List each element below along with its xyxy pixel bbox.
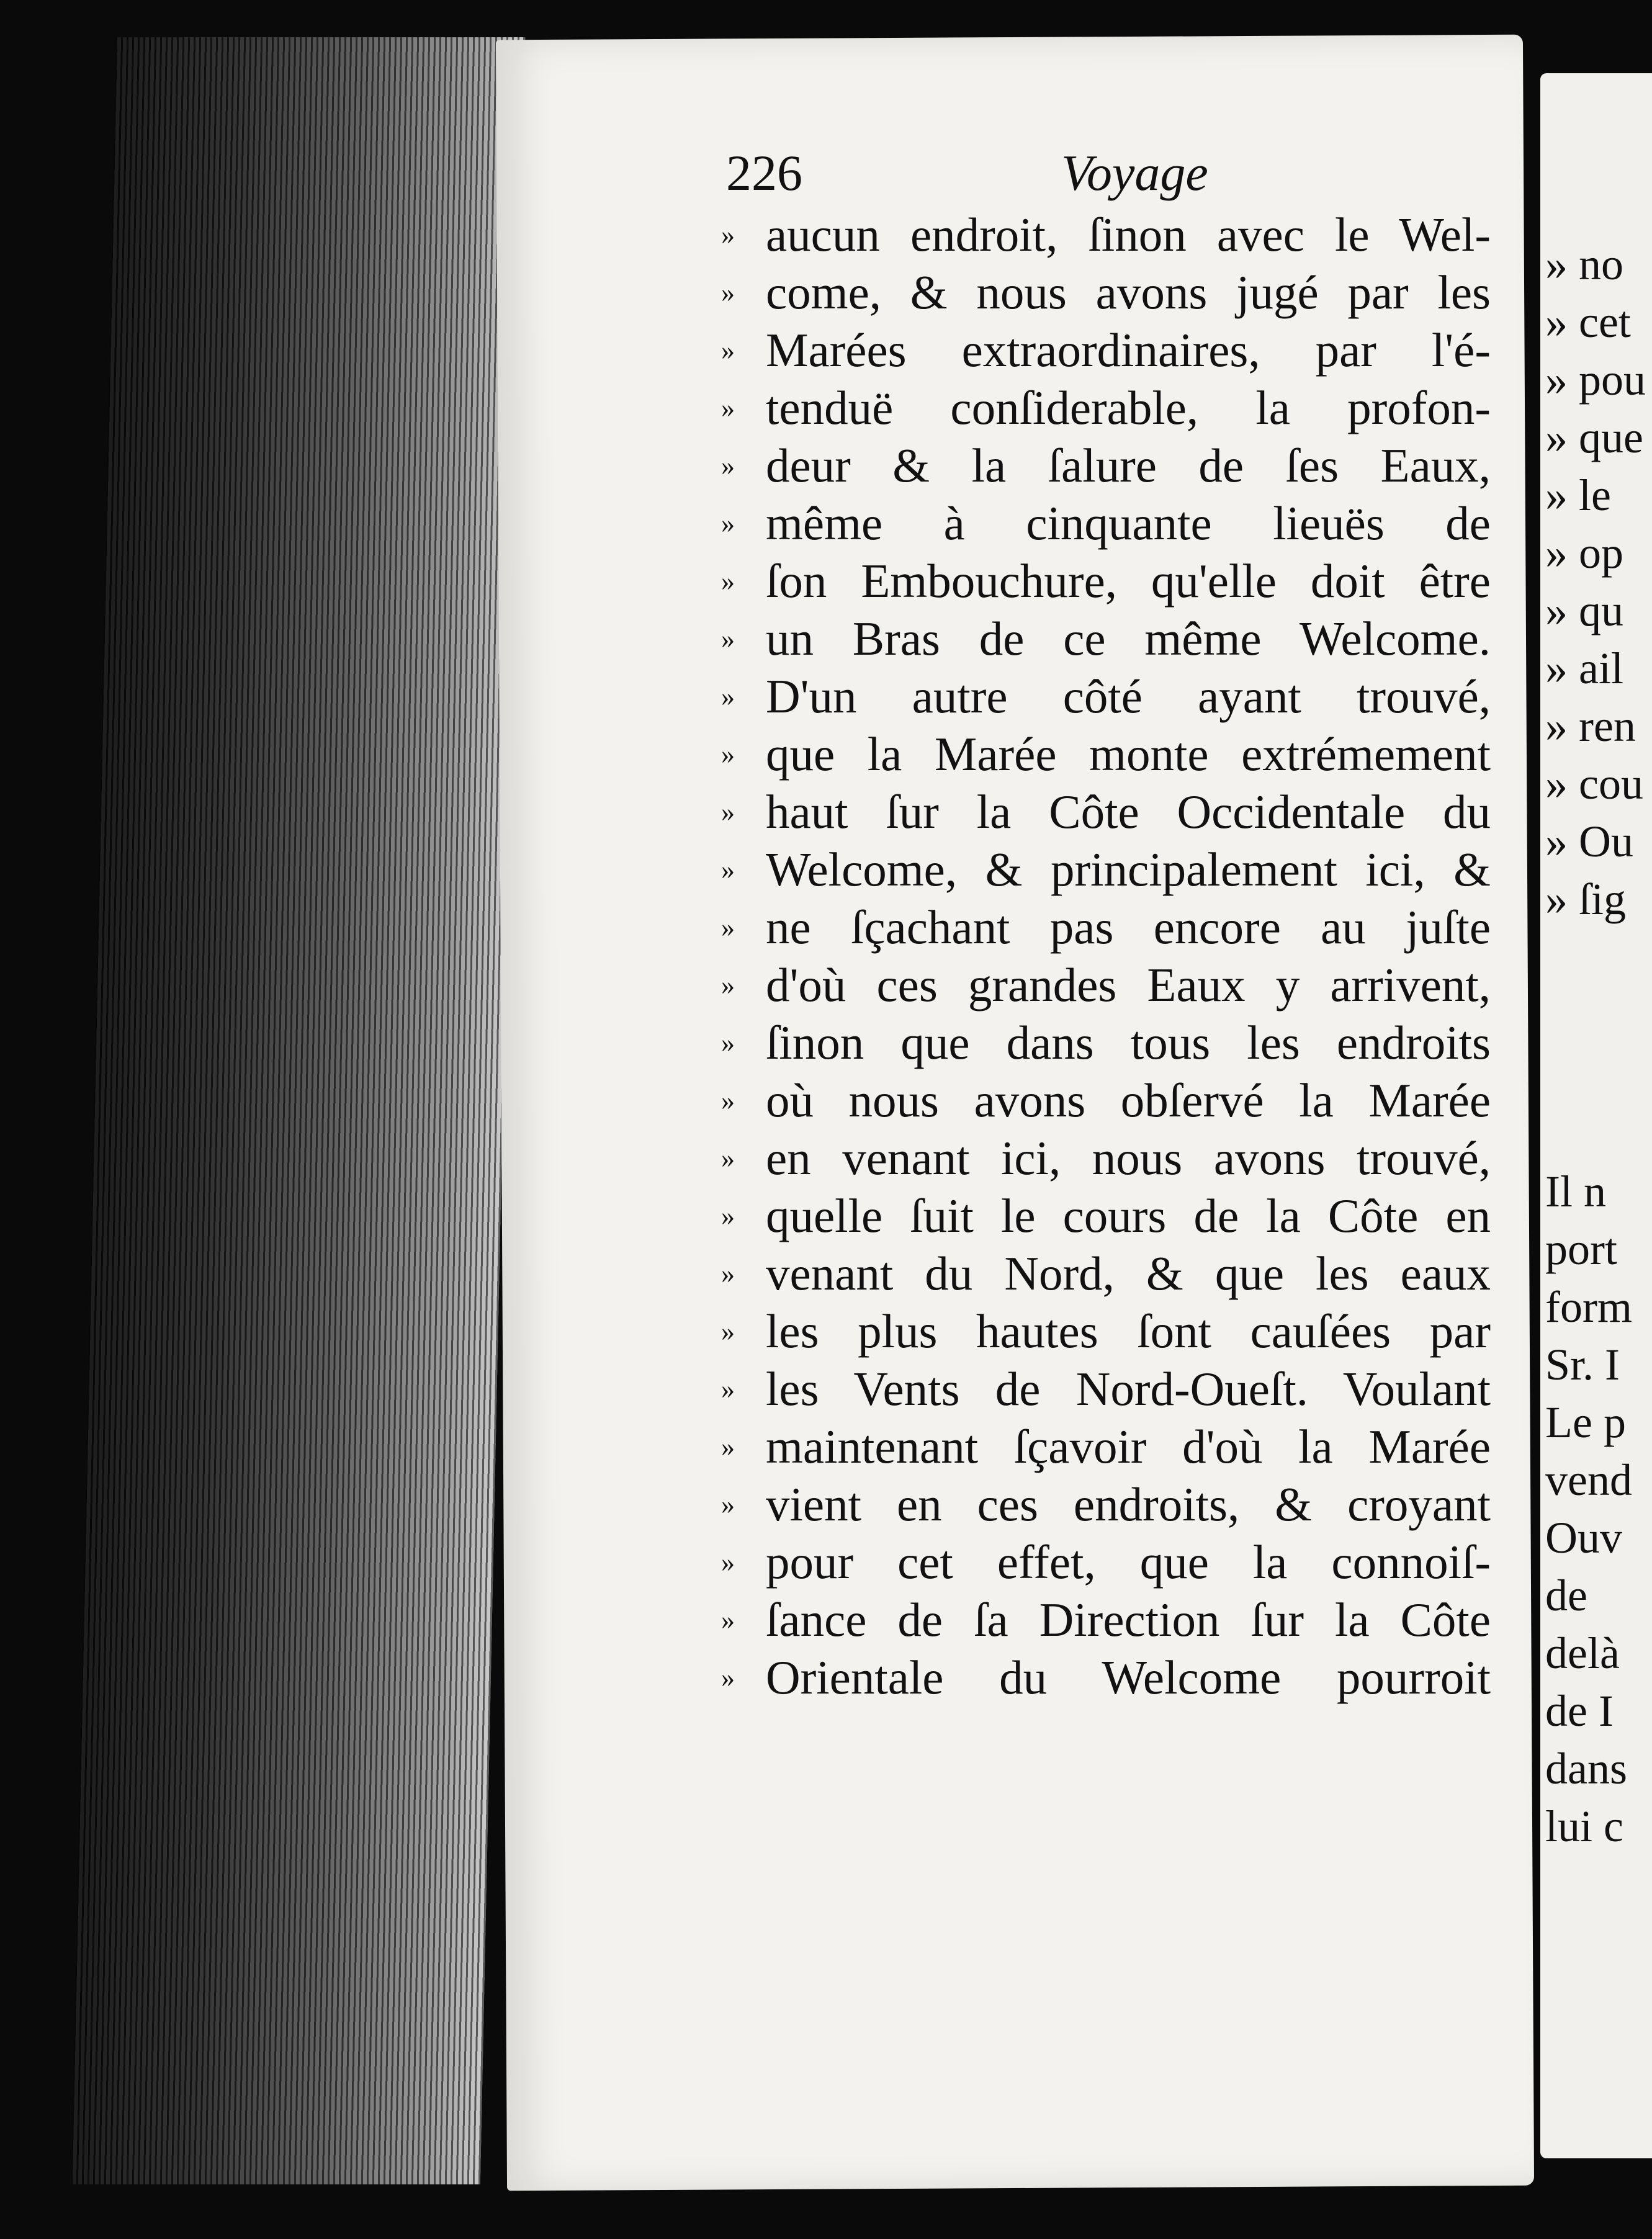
- quote-mark: »: [721, 220, 735, 250]
- text-line: [721, 610, 1491, 668]
- facing-page-line: delà: [1545, 1628, 1620, 1678]
- facing-page-line: » Ou: [1545, 817, 1633, 866]
- facing-page-block-1: [1540, 236, 1646, 928]
- quote-mark: »: [721, 739, 735, 770]
- quote-mark: »: [721, 1605, 735, 1635]
- text-line-content: D'un autre côté ayant trouvé,: [766, 670, 1491, 723]
- facing-page-line: Le p: [1545, 1398, 1626, 1447]
- page-header: [726, 144, 1216, 206]
- facing-page-line: vend: [1545, 1455, 1632, 1505]
- quote-mark: »: [721, 1432, 735, 1462]
- quote-mark: »: [721, 508, 735, 539]
- facing-page-line: » op: [1545, 528, 1623, 578]
- quote-mark: »: [721, 855, 735, 885]
- text-line-content: un Bras de ce même Welcome.: [766, 612, 1491, 665]
- text-line-content: Orientale du Welcome pourroit: [766, 1651, 1491, 1704]
- text-line-content: tenduë conſiderable, la profon-: [766, 381, 1491, 434]
- text-line: [721, 1014, 1491, 1072]
- text-line-content: les Vents de Nord-Oueſt. Voulant: [766, 1362, 1491, 1416]
- text-line: [721, 725, 1491, 783]
- text-line: [721, 1129, 1491, 1187]
- text-line: [721, 379, 1491, 437]
- text-line-content: ne ſçachant pas encore au juſte: [766, 900, 1491, 954]
- quote-mark: »: [721, 1085, 735, 1116]
- quote-mark: »: [721, 681, 735, 712]
- facing-page-line: lui c: [1545, 1802, 1623, 1851]
- facing-page-line: » que: [1545, 413, 1643, 462]
- text-line-content: venant du Nord, & que les eaux: [766, 1247, 1491, 1300]
- facing-page-line: » ail: [1545, 644, 1623, 693]
- text-line: [721, 1072, 1491, 1129]
- quote-mark: »: [721, 624, 735, 654]
- facing-page-line: » ſig: [1545, 874, 1627, 924]
- facing-page-line: Il n: [1545, 1167, 1606, 1216]
- facing-page-line: form: [1545, 1282, 1632, 1332]
- body-text: [721, 206, 1491, 1707]
- text-line-content: ſon Embouchure, qu'elle doit être: [766, 554, 1491, 608]
- quote-mark: »: [721, 1028, 735, 1058]
- text-line-content: vient en ces endroits, & croyant: [766, 1478, 1491, 1531]
- quote-mark: »: [721, 1547, 735, 1577]
- text-line-content: d'où ces grandes Eaux y arrivent,: [766, 958, 1491, 1012]
- text-line: [721, 1360, 1491, 1418]
- text-line-content: haut ſur la Côte Occidentale du: [766, 785, 1491, 838]
- text-line: [721, 899, 1491, 956]
- facing-page-line: port: [1545, 1224, 1617, 1274]
- text-line: [721, 1187, 1491, 1245]
- quote-mark: »: [721, 1374, 735, 1404]
- facing-page-line: » no: [1545, 240, 1623, 289]
- text-line-content: même à cinquante lieuës de: [766, 496, 1491, 550]
- facing-page-line: dans: [1545, 1744, 1627, 1793]
- text-line-content: où nous avons obſervé la Marée: [766, 1074, 1491, 1127]
- quote-mark: »: [721, 1201, 735, 1231]
- text-line: [721, 1476, 1491, 1533]
- facing-page-line: de I: [1545, 1686, 1614, 1736]
- text-line: [721, 1591, 1491, 1649]
- text-line-content: maintenant ſçavoir d'où la Marée: [766, 1420, 1491, 1473]
- facing-page-line: » pou: [1545, 355, 1646, 405]
- running-head: Voyage: [1061, 145, 1208, 201]
- text-line-content: aucun endroit, ſinon avec le Wel-: [766, 208, 1491, 261]
- text-line-content: come, & nous avons jugé par les: [766, 266, 1491, 319]
- text-line: [721, 321, 1491, 379]
- text-line: [721, 1649, 1491, 1707]
- text-line: [721, 437, 1491, 495]
- quote-mark: »: [721, 277, 735, 308]
- text-line-content: ſance de ſa Direction ſur la Côte: [766, 1593, 1491, 1646]
- facing-page-block-2: [1540, 1163, 1632, 1855]
- quote-mark: »: [721, 970, 735, 1000]
- text-line: [721, 264, 1491, 321]
- text-line: [721, 1245, 1491, 1303]
- text-line-content: ſinon que dans tous les endroits: [766, 1016, 1491, 1069]
- page-number: 226: [726, 145, 802, 201]
- text-line-content: pour cet effet, que la connoiſ-: [766, 1535, 1491, 1589]
- text-line-content: que la Marée monte extrémement: [766, 727, 1491, 781]
- facing-page-line: Sr. I: [1545, 1340, 1620, 1389]
- text-line: [721, 495, 1491, 552]
- text-line-content: quelle ſuit le cours de la Côte en: [766, 1189, 1491, 1242]
- facing-page-fragment: [1540, 73, 1652, 2158]
- text-line-content: Marées extraordinaires, par l'é-: [766, 323, 1491, 377]
- text-line: [721, 956, 1491, 1014]
- quote-mark: »: [721, 566, 735, 596]
- facing-page-line: de: [1545, 1571, 1587, 1620]
- facing-page-line: » qu: [1545, 586, 1623, 635]
- facing-page-line: » ren: [1545, 701, 1636, 751]
- quote-mark: »: [721, 335, 735, 366]
- text-line: [721, 668, 1491, 725]
- quote-mark: »: [721, 1662, 735, 1693]
- quote-mark: »: [721, 1316, 735, 1347]
- text-line: [721, 783, 1491, 841]
- text-line-content: deur & la ſalure de ſes Eaux,: [766, 439, 1491, 492]
- text-line-content: en venant ici, nous avons trouvé,: [766, 1131, 1491, 1185]
- text-line-content: les plus hautes ſont cauſées par: [766, 1304, 1491, 1358]
- facing-page-line: » cou: [1545, 759, 1643, 809]
- text-line: [721, 1418, 1491, 1476]
- facing-page-line: » le: [1545, 470, 1611, 520]
- book-page-edges: [71, 37, 525, 2184]
- facing-page-line: » cet: [1545, 297, 1631, 347]
- quote-mark: »: [721, 797, 735, 827]
- text-line: [721, 1533, 1491, 1591]
- quote-mark: »: [721, 451, 735, 481]
- quote-mark: »: [721, 912, 735, 943]
- text-line: [721, 841, 1491, 899]
- quote-mark: »: [721, 1143, 735, 1173]
- text-line: [721, 1303, 1491, 1360]
- text-line-content: Welcome, & principalement ici, &: [766, 843, 1491, 896]
- quote-mark: »: [721, 1259, 735, 1289]
- quote-mark: »: [721, 393, 735, 423]
- quote-mark: »: [721, 1489, 735, 1520]
- text-line: [721, 552, 1491, 610]
- facing-page-line: Ouv: [1545, 1513, 1622, 1563]
- text-line: [721, 206, 1491, 264]
